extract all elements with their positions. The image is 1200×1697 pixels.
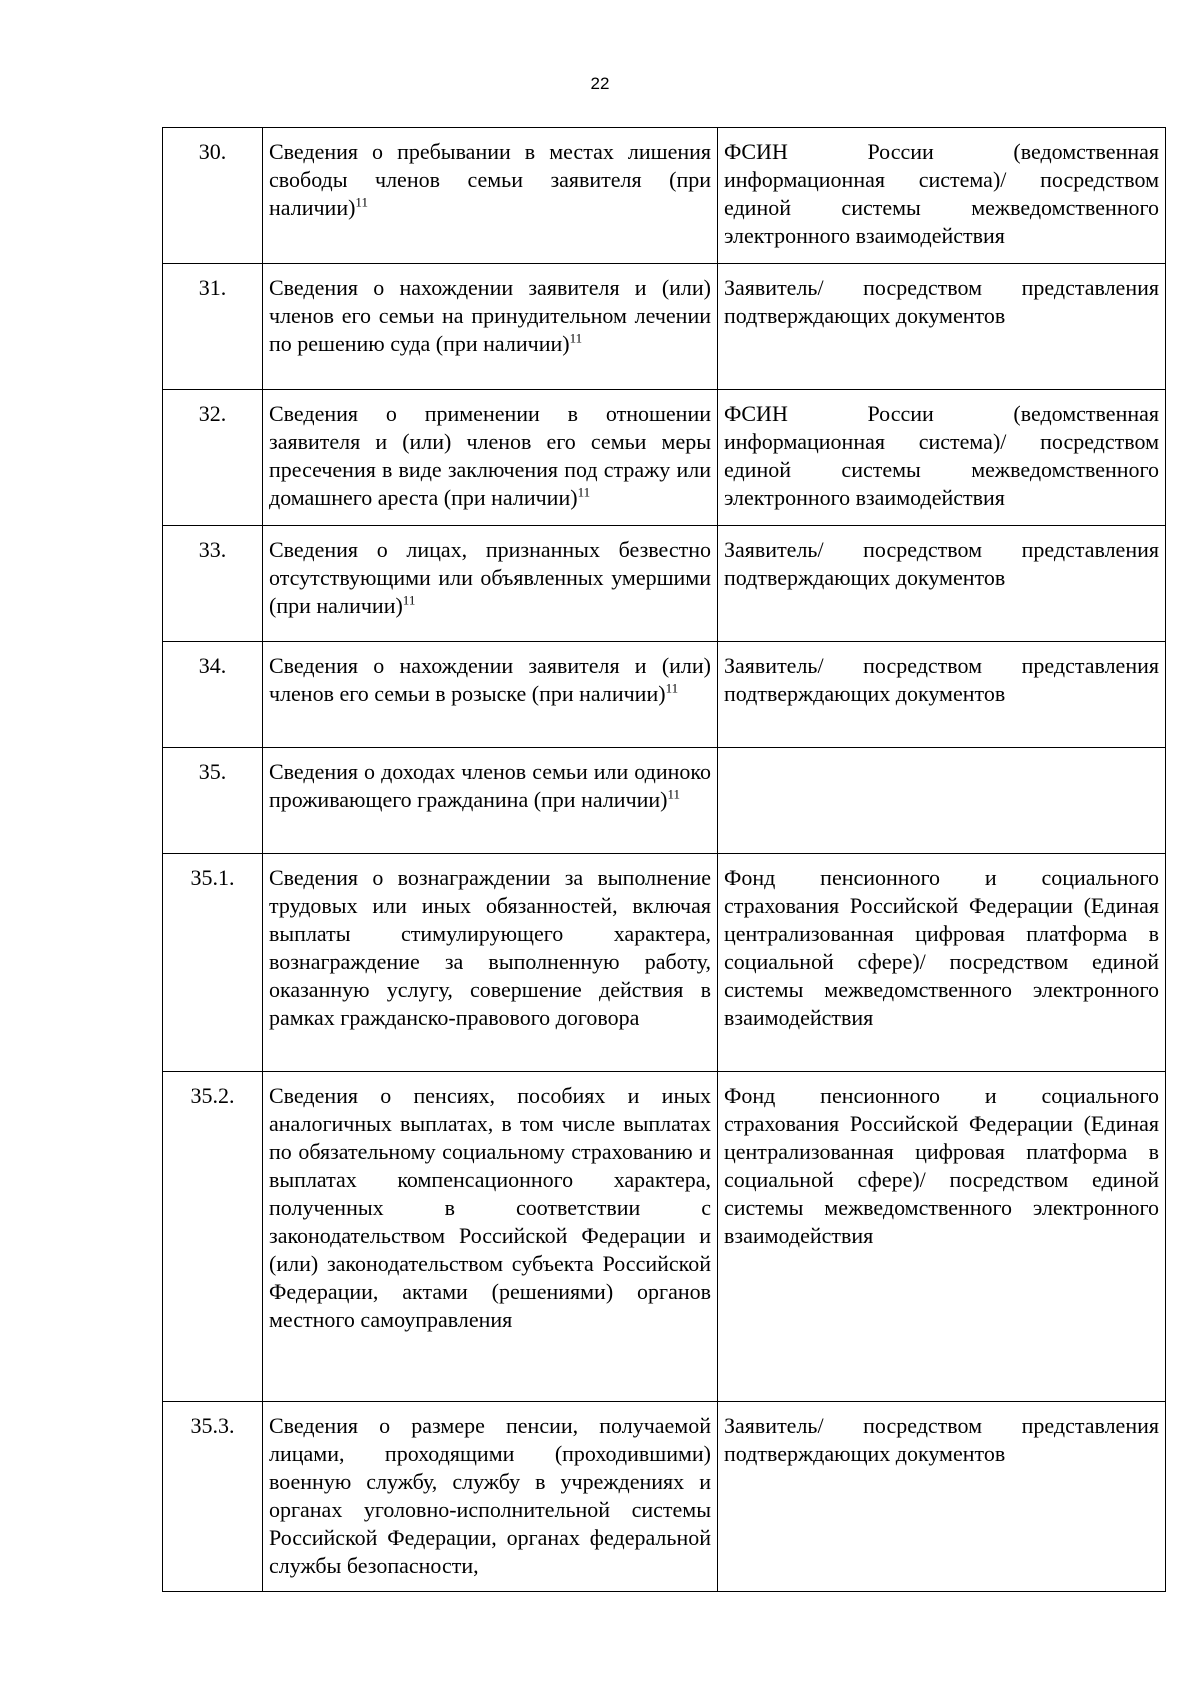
info-cell <box>263 1402 718 1592</box>
source-cell: ФСИН России (ведомственная информационная система)/ посредством единой системы межведомственного электронного взаимодействия <box>718 390 1166 526</box>
info-text: Сведения о доходах членов семьи или одиноко проживающего гражданина (при наличии) <box>269 759 711 812</box>
source-cell: Заявитель/ посредством представления подтверждающих документов <box>718 526 1166 642</box>
info-cell <box>263 854 718 1072</box>
table-row-30 <box>163 128 1166 264</box>
source-cell: Фонд пенсионного и социального страхования Российской Федерации (Единая централизованная цифровая платформа в социальной сфере)/ посредством единой системы межведомственного электронного взаимодействия <box>718 1072 1166 1402</box>
info-cell <box>263 128 718 264</box>
info-text: Сведения о размере пенсии, получаемой лицами, проходящими (проходившими) военную службу, службу в учреждениях и органах уголовно-исполнительной системы Российской Федерации, органах федеральной службы безопасности, <box>269 1413 711 1578</box>
info-text: Сведения о вознаграждении за выполнение трудовых или иных обязанностей, включая выплаты стимулирующего характера, вознаграждение за выполненную работу, оказанную услугу, совершение действия в рамках гражданско-правового договора <box>269 865 711 1030</box>
source-cell <box>718 748 1166 854</box>
table-row-35-3 <box>163 1402 1166 1592</box>
footnote-marker: 11 <box>665 680 679 696</box>
footnote-marker: 11 <box>355 194 368 210</box>
info-text: Сведения о нахождении заявителя и (или) членов его семьи на принудительном лечении по решению суда (при наличии) <box>269 275 711 356</box>
info-cell <box>263 748 718 854</box>
page-number: 22 <box>590 74 610 93</box>
footnote-marker: 11 <box>577 484 591 500</box>
info-text: Сведения о нахождении заявителя и (или) членов его семьи в розыске (при наличии) <box>269 653 711 706</box>
table-row-32 <box>163 390 1166 526</box>
row-number: 35.2. <box>163 1072 263 1402</box>
source-cell: Заявитель/ посредством представления подтверждающих документов <box>718 642 1166 748</box>
source-cell: Заявитель/ посредством представления подтверждающих документов <box>718 1402 1166 1592</box>
info-cell <box>263 1072 718 1402</box>
footnote-marker: 11 <box>667 786 681 802</box>
row-number: 35. <box>163 748 263 854</box>
source-cell: Фонд пенсионного и социального страхования Российской Федерации (Единая централизованная цифровая платформа в социальной сфере)/ посредством единой системы межведомственного электронного взаимодействия <box>718 854 1166 1072</box>
source-cell: Заявитель/ посредством представления подтверждающих документов <box>718 264 1166 390</box>
info-text: Сведения о пребывании в местах лишения свободы членов семьи заявителя (при наличии) <box>269 139 711 220</box>
row-number: 35.1. <box>163 854 263 1072</box>
source-cell: ФСИН России (ведомственная информационная система)/ посредством единой системы межведомственного электронного взаимодействия <box>718 128 1166 264</box>
row-number: 35.3. <box>163 1402 263 1592</box>
table-row-34 <box>163 642 1166 748</box>
data-sources-table <box>162 127 1166 1592</box>
info-cell <box>263 390 718 526</box>
info-text: Сведения о применении в отношении заявителя и (или) членов его семьи меры пресечения в виде заключения под стражу или домашнего ареста (при наличии) <box>269 401 711 510</box>
table-row-33 <box>163 526 1166 642</box>
row-number: 32. <box>163 390 263 526</box>
row-number: 34. <box>163 642 263 748</box>
table-row-35-2 <box>163 1072 1166 1402</box>
footnote-marker: 11 <box>402 592 416 608</box>
footnote-marker: 11 <box>569 330 583 346</box>
table-row-35-1 <box>163 854 1166 1072</box>
info-text: Сведения о пенсиях, пособиях и иных аналогичных выплатах, в том числе выплатах по обязательному социальному страхованию и выплатах компенсационного характера, полученных в соответствии с законодательством Российской Федерации и (или) законодательством субъекта Российской Федерации, актами (решениями) органов местного самоуправления <box>269 1083 711 1332</box>
info-text: Сведения о лицах, признанных безвестно отсутствующими или объявленных умершими (при наличии) <box>269 537 711 618</box>
row-number: 31. <box>163 264 263 390</box>
info-cell <box>263 642 718 748</box>
info-cell <box>263 526 718 642</box>
table-row-31 <box>163 264 1166 390</box>
row-number: 33. <box>163 526 263 642</box>
info-cell <box>263 264 718 390</box>
table-row-35 <box>163 748 1166 854</box>
row-number: 30. <box>163 128 263 264</box>
